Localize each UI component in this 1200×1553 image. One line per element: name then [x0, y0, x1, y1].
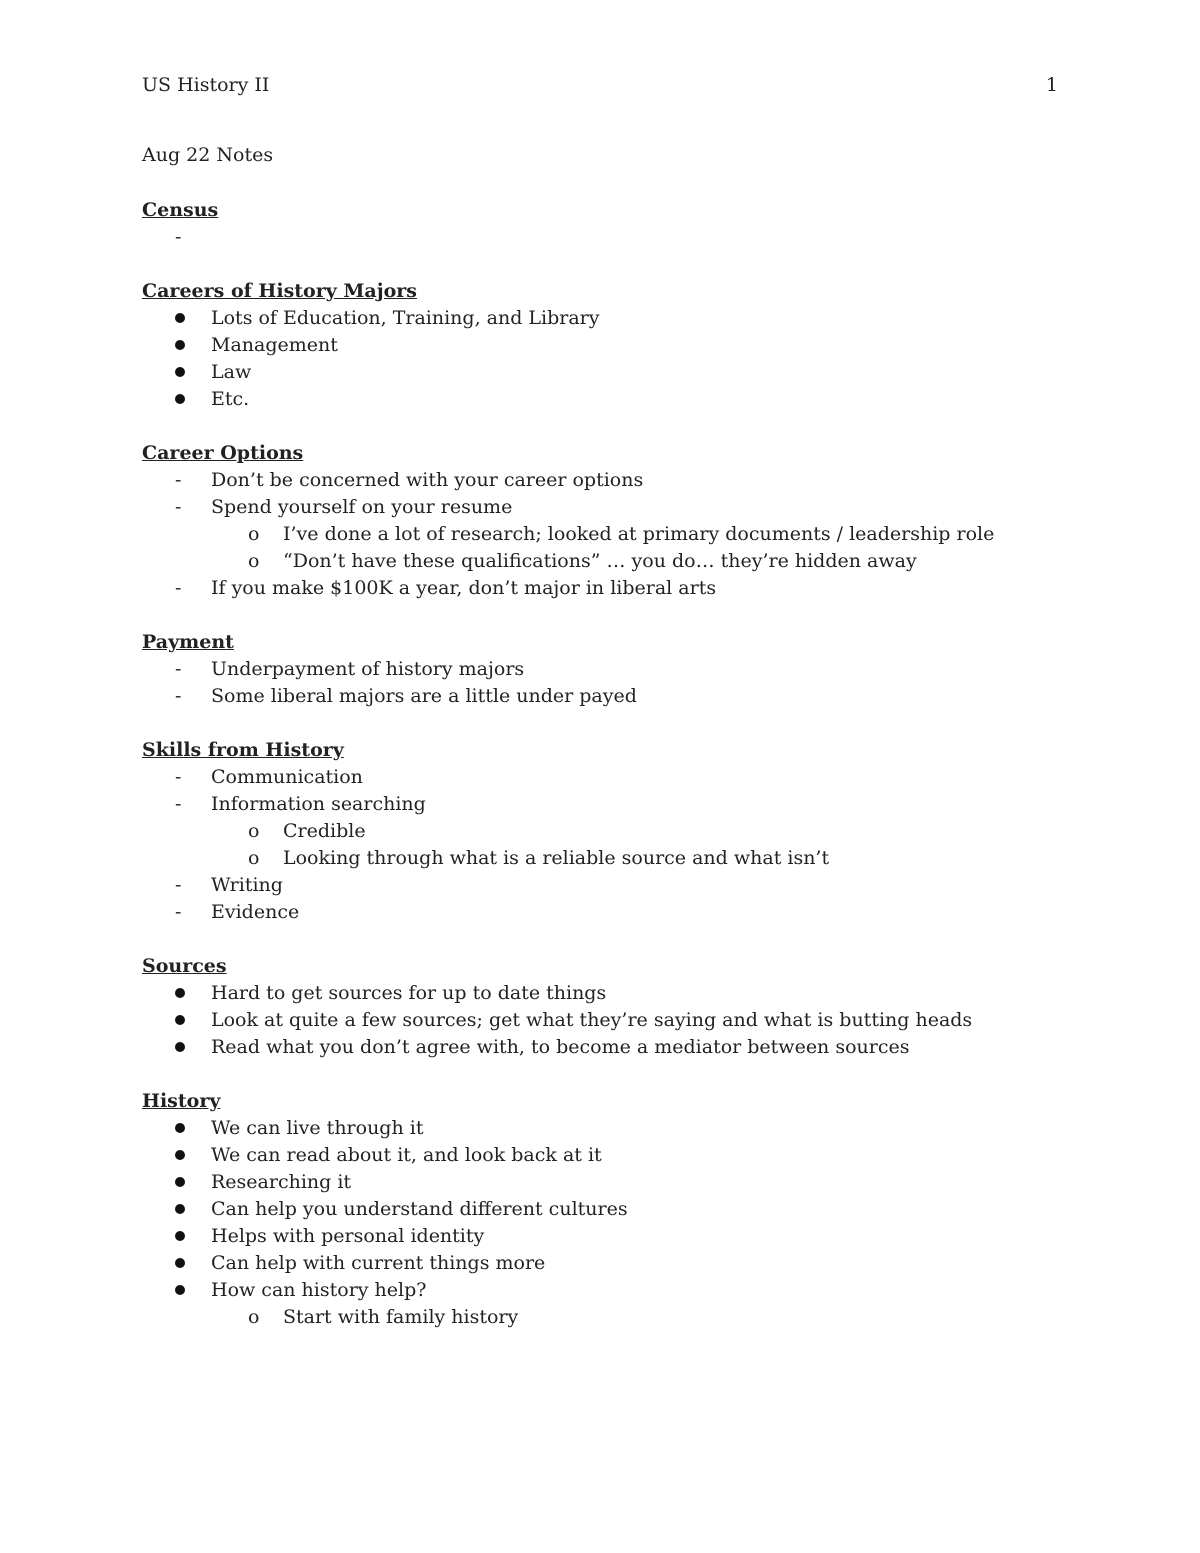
list-item-text: Etc.: [211, 388, 250, 410]
list-item-text: Credible: [283, 820, 366, 842]
list-item: [142, 494, 1058, 521]
list-item-text: Spend yourself on your resume: [211, 496, 513, 518]
list-item-text: Management: [211, 334, 338, 356]
list-item: [142, 1034, 1058, 1061]
dash-icon: -: [175, 901, 182, 923]
section-heading: History: [142, 1090, 221, 1112]
notes-section: [142, 736, 1058, 926]
dash-icon: -: [175, 226, 182, 248]
list-item: [142, 791, 1058, 818]
list-item-text: Evidence: [211, 901, 300, 923]
list-item-text: How can history help?: [211, 1279, 427, 1301]
section-heading: Payment: [142, 631, 234, 653]
bullet-icon: [175, 305, 185, 332]
circle-bullet-icon: o: [248, 523, 260, 545]
list-item: [142, 386, 1058, 413]
list-item: [142, 899, 1058, 926]
list-item-text: Some liberal majors are a little under payed: [211, 685, 637, 707]
circle-bullet-icon: o: [248, 550, 260, 572]
list-item-text: We can live through it: [211, 1117, 424, 1139]
section-heading: Census: [142, 199, 219, 221]
bullet-icon: [175, 1277, 185, 1304]
page-number: 1: [1045, 74, 1058, 96]
bullet-icon: [175, 980, 185, 1007]
dash-icon: -: [175, 496, 182, 518]
list-item: [142, 980, 1058, 1007]
list-item: [142, 1250, 1058, 1277]
list-item-text: Law: [211, 361, 252, 383]
circle-bullet-icon: o: [248, 820, 260, 842]
list-item-text: Can help you understand different cultures: [211, 1198, 628, 1220]
bullet-icon: [175, 386, 185, 413]
list-item: [142, 1196, 1058, 1223]
dash-icon: -: [175, 685, 182, 707]
list-item-text: Start with family history: [283, 1306, 519, 1328]
list-item-text: Looking through what is a reliable source and what isn’t: [283, 847, 830, 869]
list-item: [142, 359, 1058, 386]
notes-body: [142, 196, 1058, 1357]
bullet-icon: [175, 1007, 185, 1034]
list-item: [142, 1223, 1058, 1250]
bullet-icon: [175, 1169, 185, 1196]
bullet-icon: [175, 332, 185, 359]
list-item: [142, 872, 1058, 899]
circle-bullet-icon: o: [248, 847, 260, 869]
list-item: [142, 1304, 1058, 1331]
dash-icon: -: [175, 577, 182, 599]
section-heading: Sources: [142, 955, 227, 977]
bullet-icon: [175, 359, 185, 386]
dash-icon: -: [175, 793, 182, 815]
dash-icon: -: [175, 874, 182, 896]
list-item: [142, 575, 1058, 602]
list-item: [142, 548, 1058, 575]
list-item-text: I’ve done a lot of research; looked at primary documents / leadership role: [283, 523, 995, 545]
notes-section: [142, 439, 1058, 602]
list-item-text: Communication: [211, 766, 363, 788]
bullet-icon: [175, 1115, 185, 1142]
list-item-text: Underpayment of history majors: [211, 658, 525, 680]
list-item-text: Read what you don’t agree with, to become a mediator between sources: [211, 1036, 910, 1058]
list-item: [142, 332, 1058, 359]
list-item: [142, 521, 1058, 548]
bullet-icon: [175, 1196, 185, 1223]
list-item: [142, 1115, 1058, 1142]
list-item-text: Lots of Education, Training, and Library: [211, 307, 600, 329]
list-item-text: If you make $100K a year, don’t major in liberal arts: [211, 577, 717, 599]
header-title: US History II: [142, 74, 270, 96]
list-item-text: “Don’t have these qualifications” … you do… they’re hidden away: [283, 550, 917, 572]
bullet-icon: [175, 1250, 185, 1277]
list-item: [142, 1142, 1058, 1169]
page-header: [142, 74, 1058, 102]
dash-icon: -: [175, 469, 182, 491]
notes-section: [142, 277, 1058, 413]
bullet-icon: [175, 1142, 185, 1169]
list-item-text: Hard to get sources for up to date things: [211, 982, 607, 1004]
circle-bullet-icon: o: [248, 1306, 260, 1328]
list-item-text: Look at quite a few sources; get what they’re saying and what is butting heads: [211, 1009, 973, 1031]
list-item-text: Information searching: [211, 793, 426, 815]
list-item: [142, 1277, 1058, 1304]
notes-section: [142, 196, 1058, 251]
list-item: [142, 683, 1058, 710]
list-item: [142, 656, 1058, 683]
list-item-text: We can read about it, and look back at it: [211, 1144, 602, 1166]
list-item: [142, 845, 1058, 872]
section-heading: Career Options: [142, 442, 304, 464]
date-line: Aug 22 Notes: [142, 144, 274, 166]
list-item: [142, 224, 1058, 251]
notes-section: [142, 952, 1058, 1061]
bullet-icon: [175, 1034, 185, 1061]
notes-section: [142, 1087, 1058, 1331]
list-item-text: Helps with personal identity: [211, 1225, 485, 1247]
dash-icon: -: [175, 766, 182, 788]
section-heading: Careers of History Majors: [142, 280, 417, 302]
dash-icon: -: [175, 658, 182, 680]
section-heading: Skills from History: [142, 739, 344, 761]
list-item-text: Researching it: [211, 1171, 352, 1193]
list-item: [142, 764, 1058, 791]
list-item: [142, 818, 1058, 845]
list-item-text: Don’t be concerned with your career options: [211, 469, 644, 491]
list-item: [142, 305, 1058, 332]
notes-section: [142, 628, 1058, 710]
list-item-text: Writing: [211, 874, 283, 896]
list-item: [142, 1169, 1058, 1196]
list-item-text: Can help with current things more: [211, 1252, 546, 1274]
list-item: [142, 467, 1058, 494]
bullet-icon: [175, 1223, 185, 1250]
list-item: [142, 1007, 1058, 1034]
